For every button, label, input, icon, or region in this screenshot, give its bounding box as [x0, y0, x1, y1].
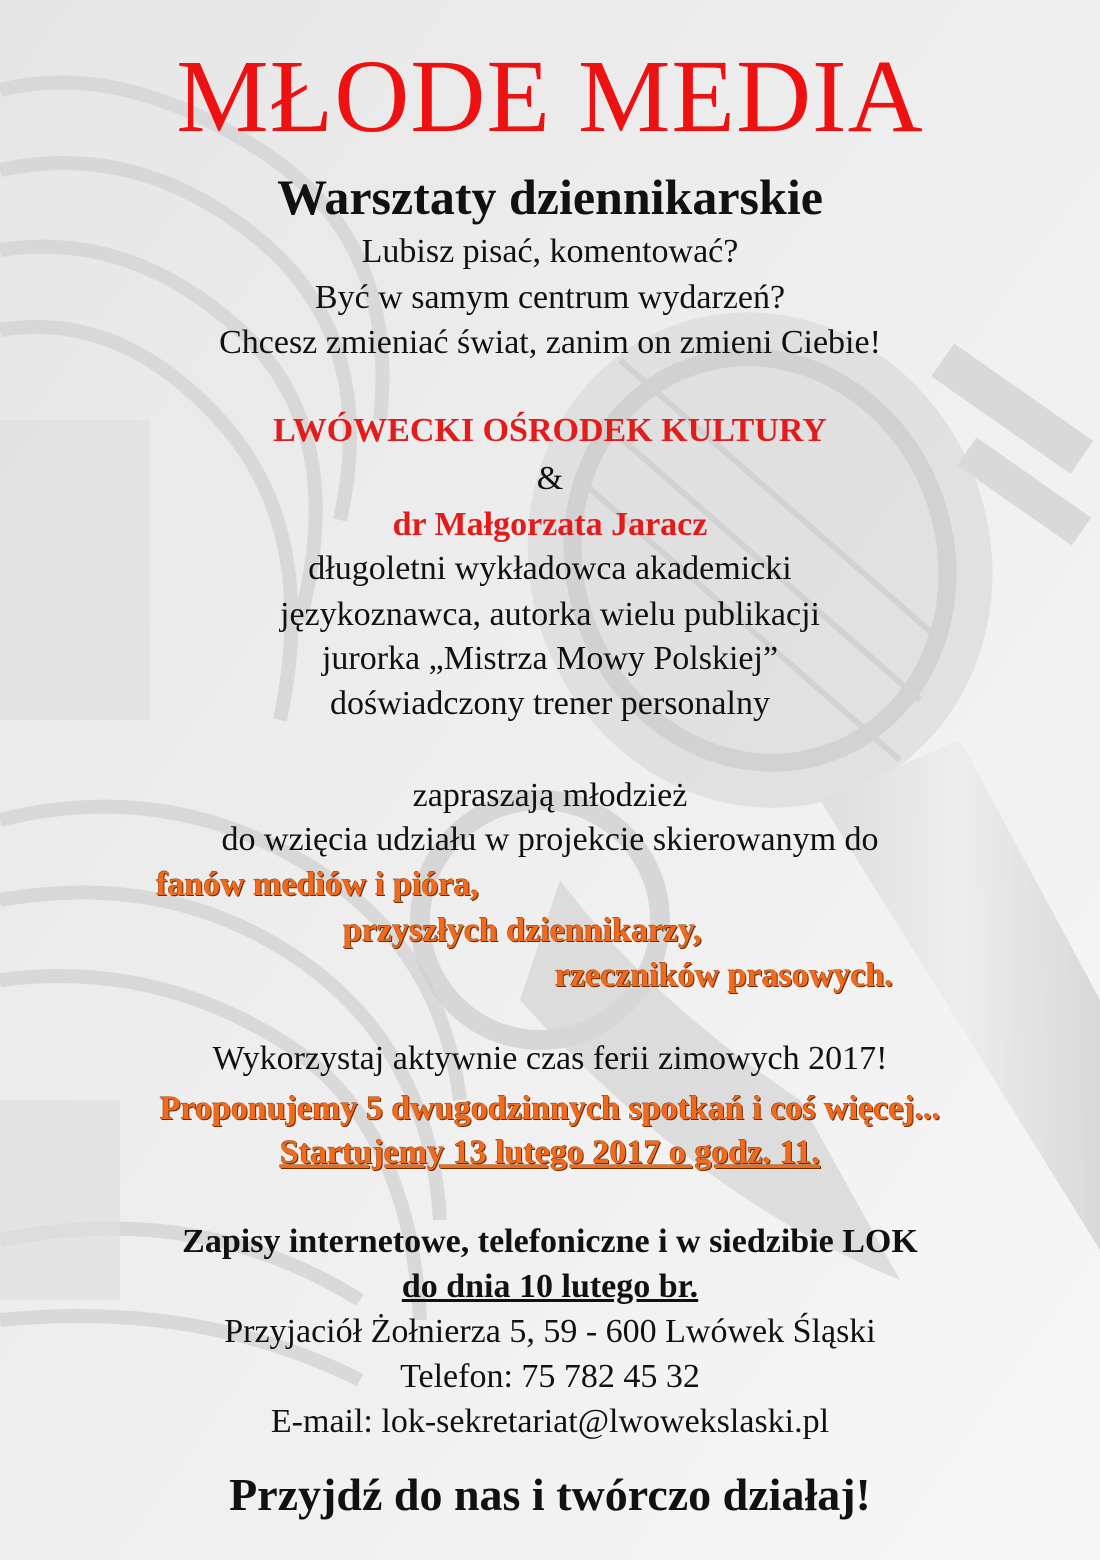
audience-line-3: rzeczników prasowych.: [555, 957, 894, 994]
phone-line: Telefon: 75 782 45 32: [400, 1358, 700, 1395]
start-line: Startujemy 13 lutego 2017 o godz. 11.: [279, 1134, 821, 1171]
poster-title: MŁODE MEDIA: [176, 39, 924, 154]
poster-subtitle: Warsztaty dziennikarskie: [277, 169, 823, 225]
trainer-name: dr Małgorzata Jaracz: [392, 506, 708, 543]
audience-line-2: przyszłych dziennikarzy,: [343, 912, 702, 949]
audience-line-1: fanów mediów i pióra,: [156, 866, 479, 903]
intro-line-2: Być w samym centrum wydarzeń?: [314, 279, 786, 316]
winter-line: Wykorzystaj aktywnie czas ferii zimowych 2017!: [212, 1040, 888, 1077]
trainer-bio-line-4: doświadczony trener personalny: [330, 685, 770, 722]
address-line: Przyjaciół Żołnierza 5, 59 - 600 Lwówek Śląski: [224, 1313, 876, 1350]
intro-line-3: Chcesz zmieniać świat, zanim on zmieni Ciebie!: [219, 324, 881, 361]
intro-line-1: Lubisz pisać, komentować?: [361, 233, 739, 270]
closing-line: Przyjdź do nas i twórczo działaj!: [229, 1469, 871, 1520]
signup-line: Zapisy internetowe, telefoniczne i w siedzibie LOK: [182, 1223, 918, 1260]
trainer-bio-line-2: językoznawca, autorka wielu publikacji: [280, 596, 820, 633]
organizer-name: LWÓWECKI OŚRODEK KULTURY: [273, 412, 827, 449]
invite-line-1: zapraszają młodzież: [412, 777, 688, 814]
trainer-bio-line-1: długoletni wykładowca akademicki: [308, 550, 792, 587]
trainer-bio-line-3: jurorka „Mistrza Mowy Polskiej”: [321, 640, 779, 677]
invite-line-2: do wzięcia udziału w projekcie skierowanym do: [221, 821, 879, 858]
email-line: E-mail: lok-sekretariat@lwowekslaski.pl: [270, 1403, 830, 1440]
offer-line: Proponujemy 5 dwugodzinnych spotkań i coś więcej...: [159, 1090, 941, 1127]
ampersand: &: [536, 460, 564, 497]
deadline-line: do dnia 10 lutego br.: [401, 1268, 699, 1305]
